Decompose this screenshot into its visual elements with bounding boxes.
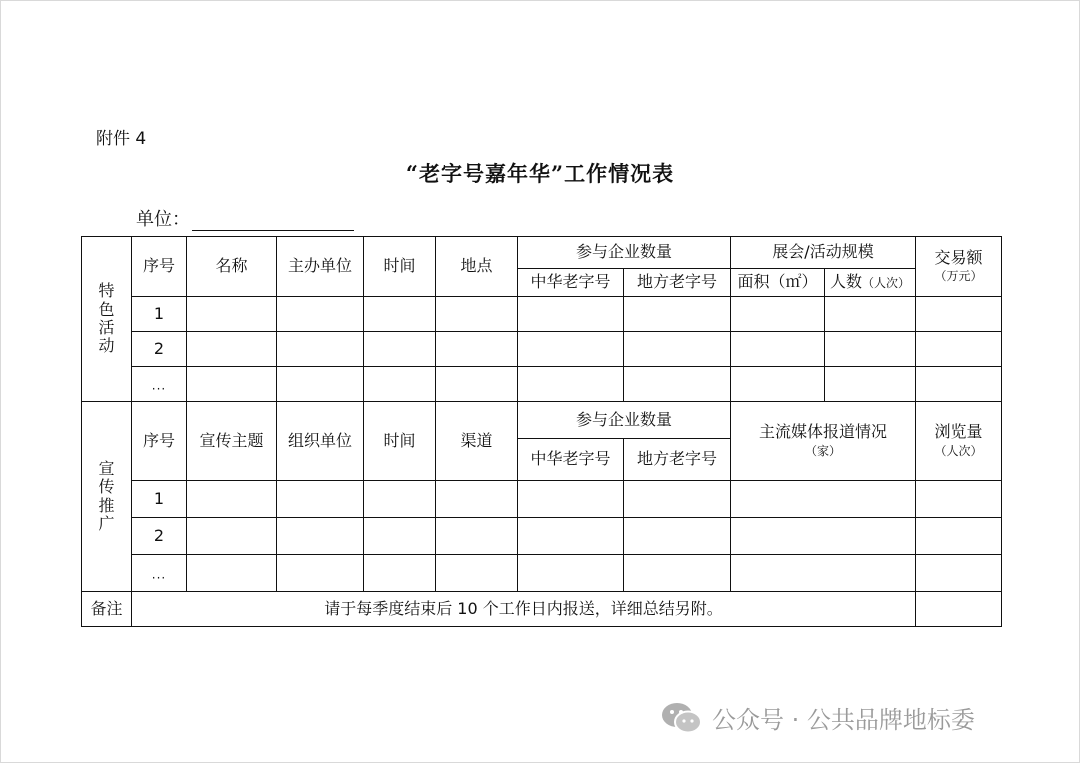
s1-trade-label: 交易额 — [934, 247, 983, 267]
section1-label-cell — [82, 237, 132, 402]
watermark — [660, 700, 975, 735]
s2-header-national: 中华老字号 — [518, 439, 624, 481]
s1-header-local: 地方老字号 — [624, 269, 731, 297]
table-row-seq: 1 — [132, 481, 187, 518]
s2-media-unit: （家） — [804, 443, 841, 458]
table-row-seq — [132, 367, 187, 402]
document-title: “老字号嘉年华”工作情况表 — [405, 161, 675, 186]
s2-views-label: 浏览量 — [934, 422, 983, 442]
unit-label: 单位： — [136, 209, 190, 230]
s1-header-seq: 序号 — [132, 237, 187, 297]
s2-views-unit: （人次） — [934, 443, 983, 458]
section2-label-cell — [82, 402, 132, 592]
s1-header-national: 中华老字号 — [518, 269, 624, 297]
s2-header-local: 地方老字号 — [624, 439, 731, 481]
unit-field — [136, 205, 354, 231]
unit-blank-line — [192, 210, 354, 231]
s2-header-org: 组织单位 — [277, 402, 364, 481]
s2-header-media — [731, 402, 916, 481]
s2-header-channel: 渠道 — [436, 402, 518, 481]
s2-header-theme: 宣传主题 — [187, 402, 277, 481]
s1-header-trade — [916, 237, 1002, 297]
s1-trade-unit: （万元） — [934, 269, 983, 284]
s1-header-host: 主办单位 — [277, 237, 364, 297]
section2-label: 宣传推广 — [98, 458, 115, 533]
remark-text: 请于每季度结束后 10 个工作日内报送，详细总结另附。 — [132, 592, 916, 627]
s2-header-views — [916, 402, 1002, 481]
s1-header-area: 面积（㎡） — [731, 269, 825, 297]
s2-header-companies: 参与企业数量 — [518, 402, 731, 439]
s1-header-companies: 参与企业数量 — [518, 237, 731, 269]
s1-header-people — [825, 269, 916, 297]
remark-label: 备注 — [82, 592, 132, 627]
section1-label: 特色活动 — [98, 281, 115, 356]
row-ellipsis: ... — [151, 378, 167, 393]
wechat-icon — [660, 701, 704, 735]
table-row-seq: 2 — [132, 332, 187, 367]
s1-header-name: 名称 — [187, 237, 277, 297]
s2-header-time: 时间 — [364, 402, 436, 481]
work-status-table — [81, 236, 1002, 627]
s1-header-scale: 展会/活动规模 — [731, 237, 916, 269]
row-ellipsis: ... — [151, 567, 167, 582]
s1-header-time: 时间 — [364, 237, 436, 297]
s1-people-label: 人数 — [829, 272, 862, 292]
table-row-seq — [132, 555, 187, 592]
s2-media-label: 主流媒体报道情况 — [758, 422, 887, 442]
s1-people-unit: （人次） — [862, 276, 911, 291]
attachment-label: 附件 4 — [96, 129, 147, 149]
table-row-seq: 1 — [132, 297, 187, 332]
s1-header-place: 地点 — [436, 237, 518, 297]
watermark-text: 公众号 · 公共品牌地标委 — [712, 706, 975, 734]
table-row-seq: 2 — [132, 518, 187, 555]
s2-header-seq: 序号 — [132, 402, 187, 481]
